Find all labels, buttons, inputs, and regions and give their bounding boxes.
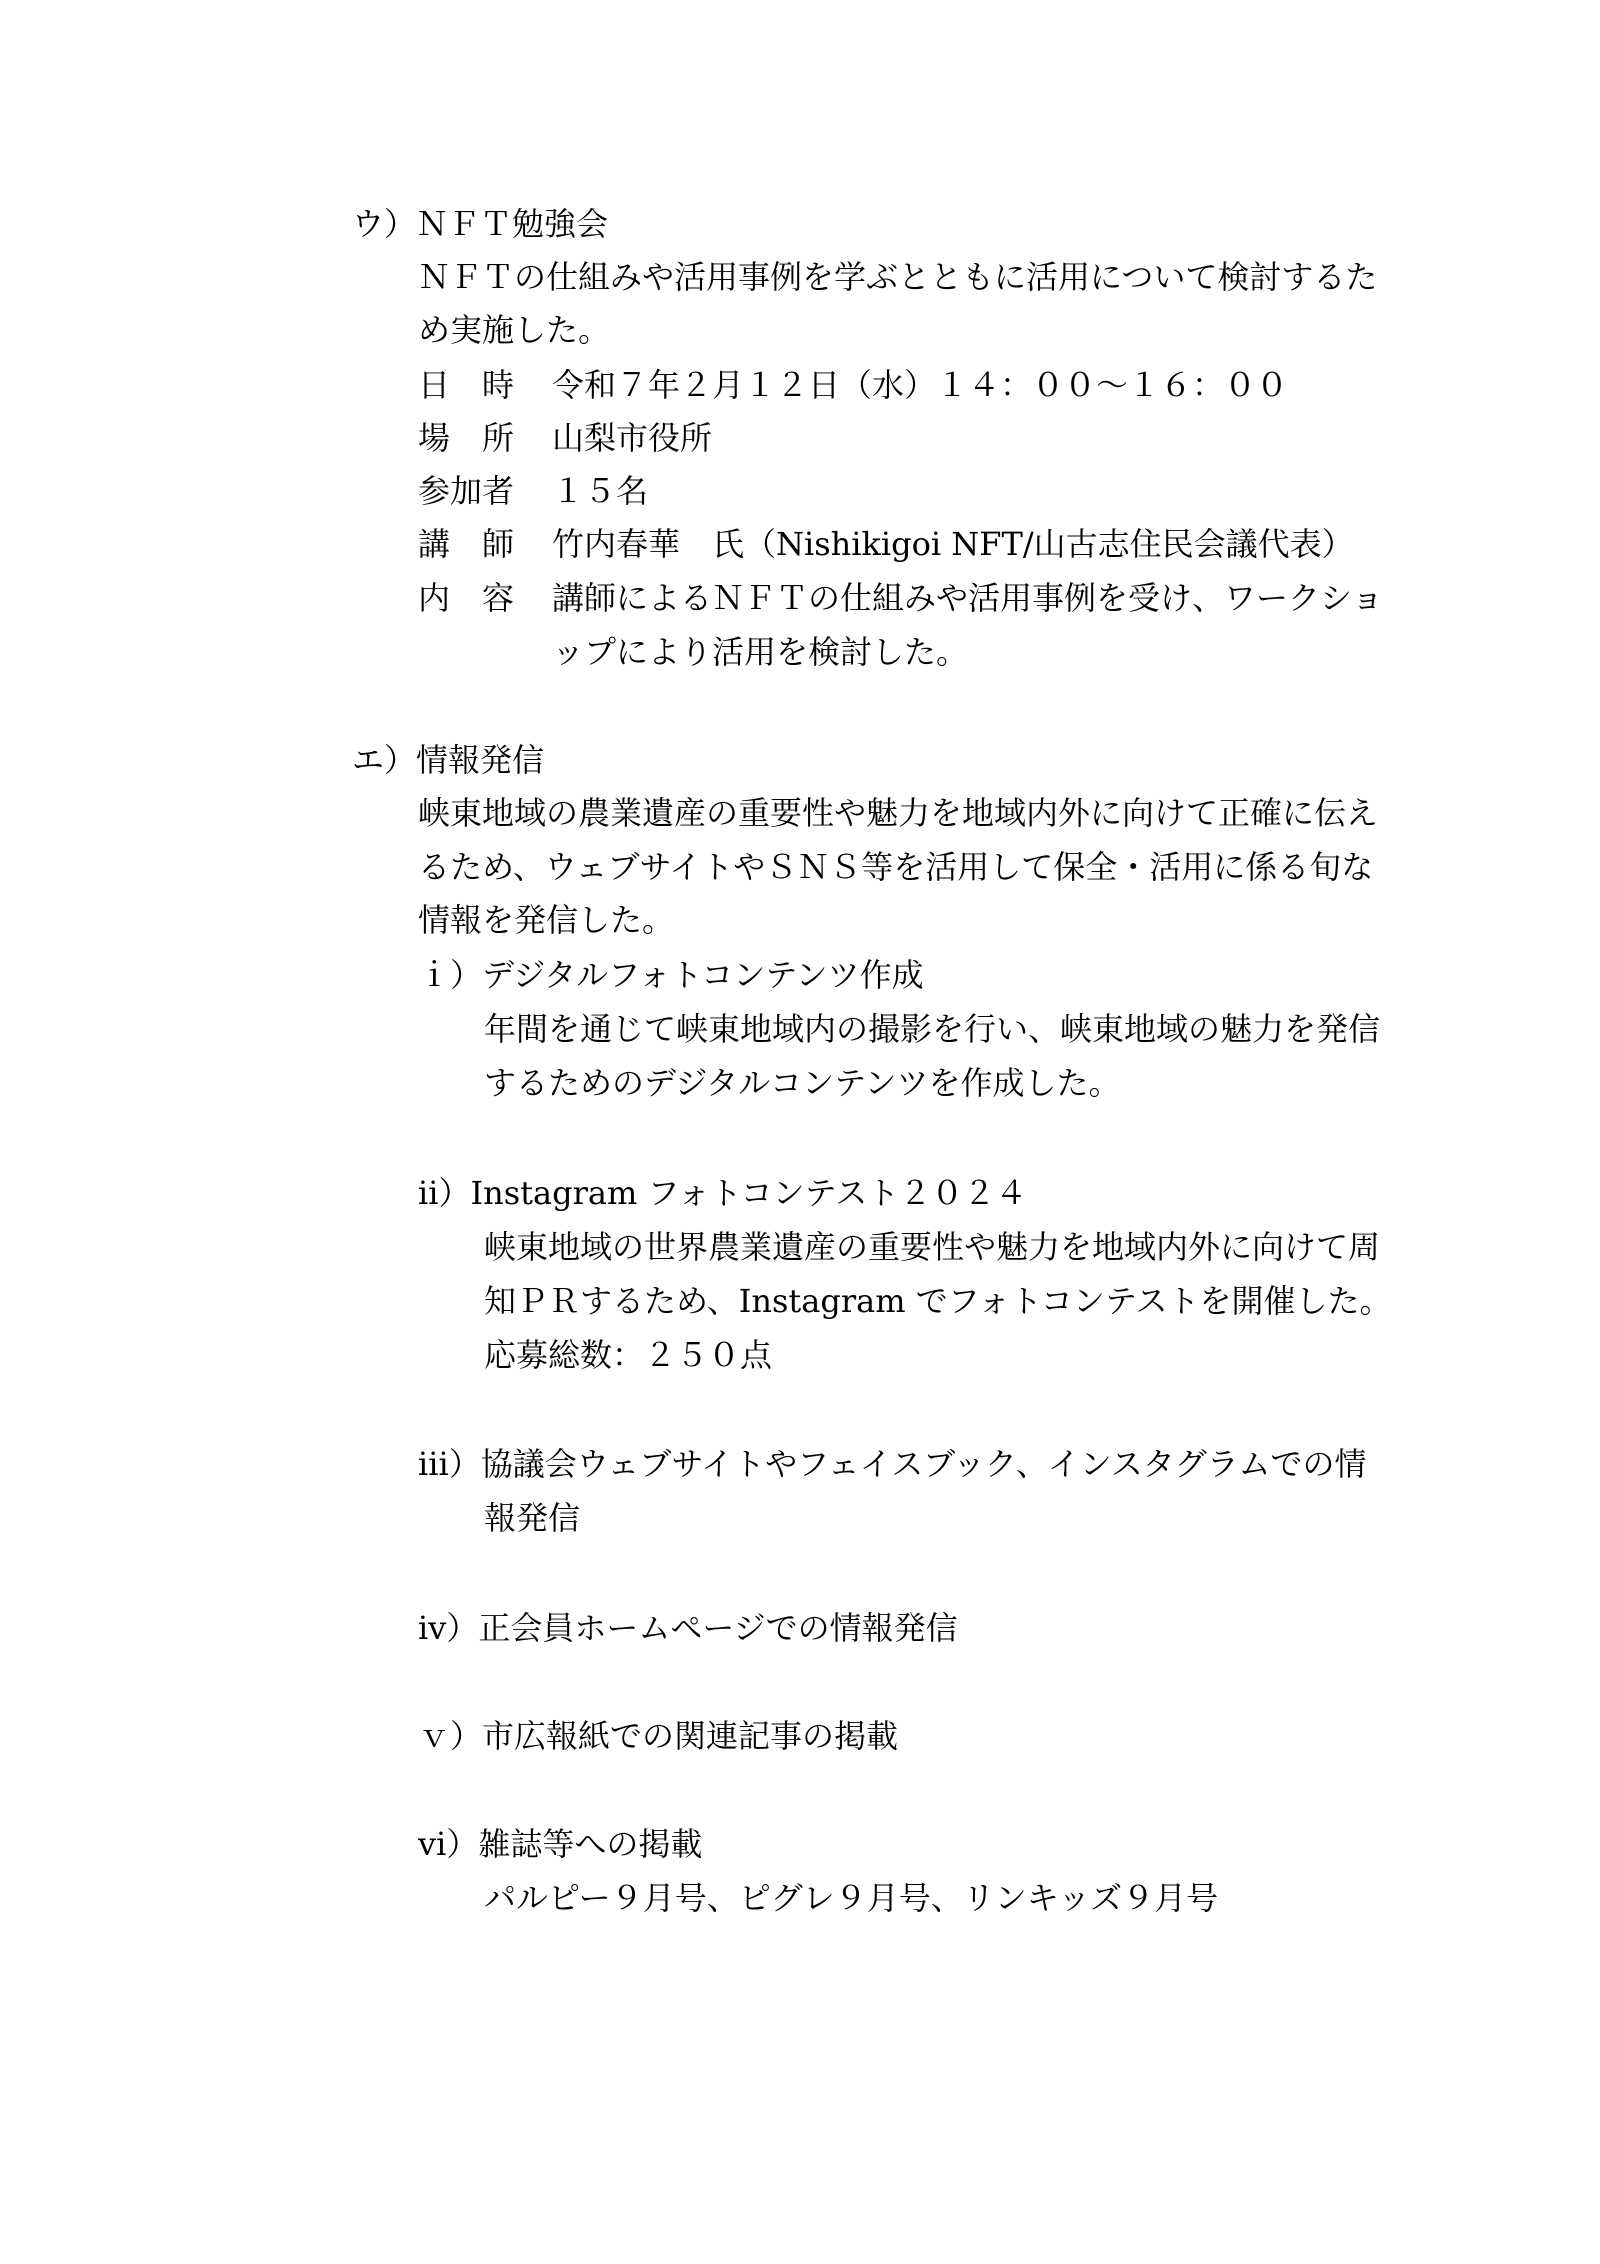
place-row [418,418,712,458]
subsection-body: 峡東地域の世界農業遺産の重要性や魅力を地域内外に向けて周 [484,1228,1381,1266]
section-description: め実施した。 [418,311,611,349]
subsection-body: 応募総数：２５０点 [484,1336,773,1374]
subsection-body: 報発信 [484,1499,581,1537]
subsection-title: ｖ）市広報紙での関連記事の掲載 [418,1717,899,1755]
subsection-title: ⅱ）Instagram フォトコンテスト２０２４ [418,1174,1028,1212]
subsection-body: パルピー９月号、ピグレ９月号、リンキッズ９月号 [484,1879,1219,1917]
subsection-body: するためのデジタルコンテンツを作成した。 [484,1064,1121,1102]
section-heading-nft-study: ウ）ＮＦＴ勉強会 [352,205,609,243]
place-value: 山梨市役所 [552,419,713,457]
subsection-body: 知ＰＲするため、Instagram でフォトコンテストを開催した。 [484,1282,1392,1320]
subsection-title: ⅳ）正会員ホームページでの情報発信 [418,1609,958,1647]
attendees-row [418,471,648,511]
date-value: 令和７年２月１２日（水）１４：００～１６：００ [552,366,1289,404]
content-value-continued: ップにより活用を検討した。 [552,633,969,671]
content-row [418,578,1383,618]
place-label: 場 所 [418,419,515,457]
content-label: 内 容 [418,579,515,617]
lecturer-row [418,524,1354,564]
lecturer-label: 講 師 [418,525,515,563]
date-label: 日 時 [418,366,515,404]
section-description: るため、ウェブサイトやＳＮＳ等を活用して保全・活用に係る旬な [418,848,1374,886]
subsection-title: ｉ）デジタルフォトコンテンツ作成 [418,956,924,994]
section-description: 情報を発信した。 [418,901,675,939]
subsection-body: 年間を通じて峡東地域内の撮影を行い、峡東地域の魅力を発信 [484,1010,1381,1048]
section-description: 峡東地域の農業遺産の重要性や魅力を地域内外に向けて正確に伝え [418,794,1379,832]
attendees-label: 参加者 [418,472,515,510]
lecturer-value: 竹内春華 氏（Nishikigoi NFT/山古志住民会議代表） [552,525,1354,563]
section-description: ＮＦＴの仕組みや活用事例を学ぶとともに活用について検討するた [418,258,1378,296]
content-value: 講師によるＮＦＴの仕組みや活用事例を受け、ワークショ [552,579,1384,617]
section-heading-info: エ）情報発信 [352,741,545,779]
subsection-title: ⅲ）協議会ウェブサイトやフェイスブック、インスタグラムでの情 [418,1445,1367,1483]
date-row [418,365,1288,405]
attendees-value: １５名 [552,472,649,510]
subsection-title: ⅵ）雑誌等への掲載 [418,1825,703,1863]
